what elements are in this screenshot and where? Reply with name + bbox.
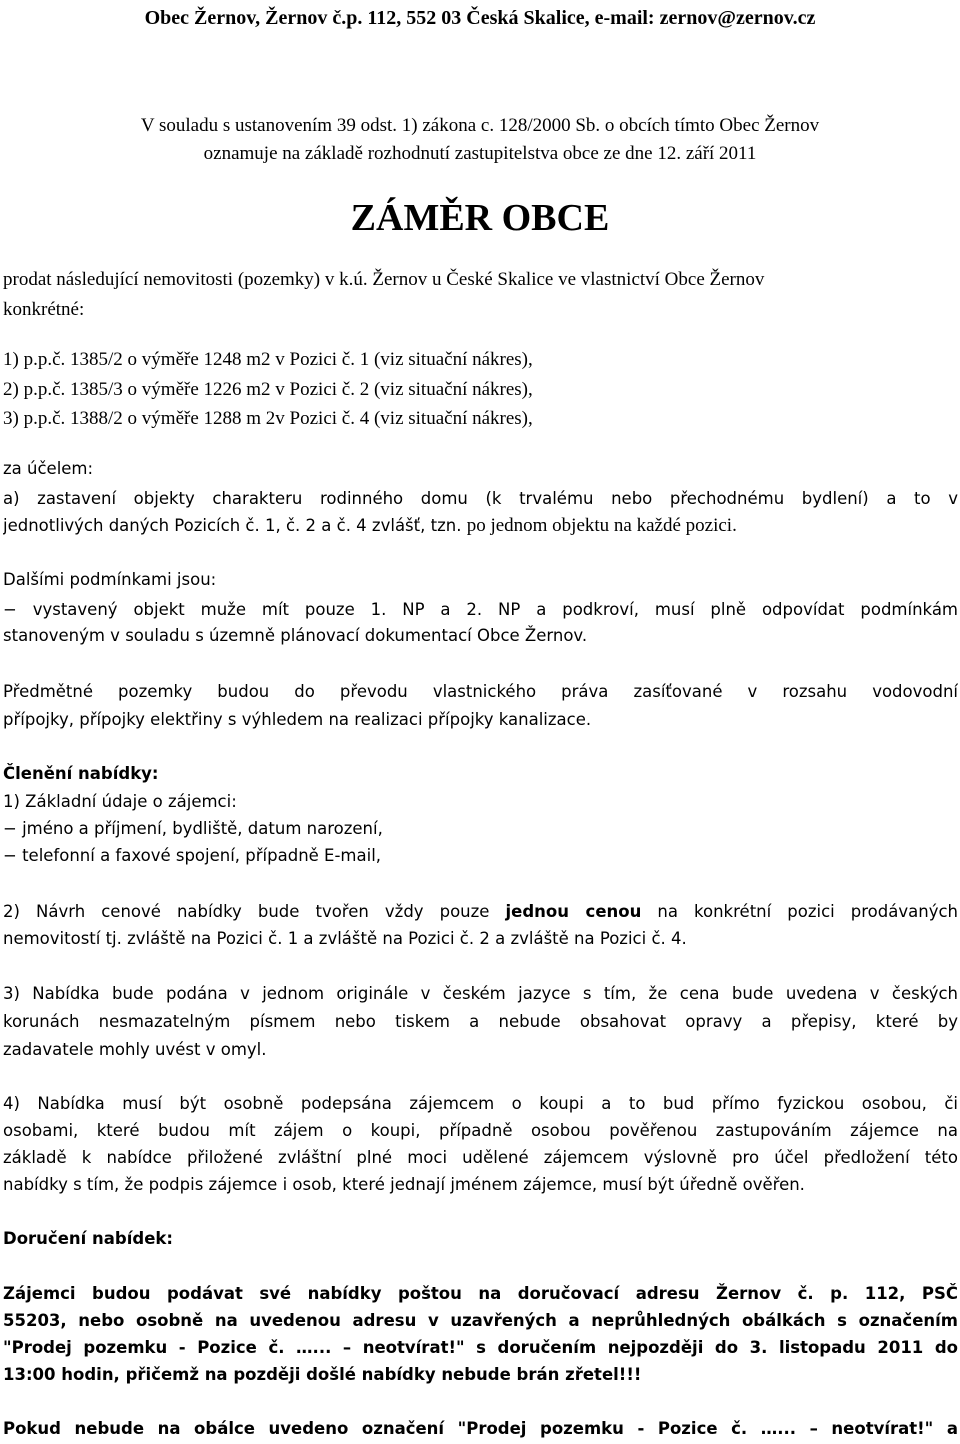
- municipality-header: Obec Žernov, Žernov č.p. 112, 552 03 Česká Skalice, e-mail: zernov@zernov.cz: [144, 7, 816, 29]
- offer-heading: Členění nabídky:: [3, 764, 159, 783]
- utilities-line-1: Předmětné pozemky budou do převodu vlastnického práva zasíťované v rozsahu vodovodní: [3, 682, 958, 701]
- offer-item-2-line-2: nemovitostí tj. zvláště na Pozici č. 1 a zvláště na Pozici č. 2 a zvláště na Pozici č. 4.: [3, 929, 687, 948]
- footer-line-1: Pokud nebude na obálce uvedeno označení "Prodej pozemku - Pozice č. …... – neotvírat!" a: [3, 1419, 958, 1438]
- document-title: ZÁMĚR OBCE: [350, 197, 610, 239]
- offer-item-3-line-2: korunách nesmazatelným písmem nebo tiskem a nebude obsahovat opravy a přepisy, které by: [3, 1012, 958, 1031]
- delivery-line-2: 55203, nebo osobně na uvedenou adresu v uzavřených a neprůhledných obálkách s označením: [3, 1311, 958, 1330]
- delivery-heading: Doručení nabídek:: [3, 1229, 173, 1248]
- conditions-line-2: stanoveným v souladu s územně plánovací dokumentací Obce Žernov.: [3, 626, 588, 645]
- offer-item-2-line-1b: na konkrétní pozici prodávaných: [641, 902, 958, 921]
- utilities-line-2: přípojky, přípojky elektřiny s výhledem na realizaci přípojky kanalizace.: [3, 710, 592, 729]
- delivery-line-4: 13:00 hodin, přičemž na později došlé nabídky nebude brán zřetel!!!: [3, 1365, 642, 1384]
- intro-line-2: oznamuje na základě rozhodnutí zastupitelstva obce ze dne 12. září 2011: [203, 143, 757, 164]
- intro-line-1: V souladu s ustanovením 39 odst. 1) zákona c. 128/2000 Sb. o obcích tímto Obec Žernov: [140, 115, 820, 136]
- offer-item-2-line-1a: 2) Návrh cenové nabídky bude tvořen vždy pouze: [3, 902, 506, 921]
- purpose-label: za účelem:: [3, 459, 94, 478]
- parcel-item-3: 3) p.p.č. 1388/2 o výměře 1288 m 2v Pozici č. 4 (viz situační nákres),: [3, 408, 533, 429]
- delivery-line-3: "Prodej pozemku - Pozice č. …... – neotvírat!" s doručením nejpozději do 3. listopadu 2011 do: [3, 1338, 958, 1357]
- conditions-label: Dalšími podmínkami jsou:: [3, 570, 217, 589]
- subject-line-2: konkrétné:: [3, 299, 85, 320]
- offer-item-3-line-1: 3) Nabídka bude podána v jednom originále v českém jazyce s tím, že cena bude uvedena v českých: [3, 984, 958, 1003]
- offer-item-1-line-1: − jméno a příjmení, bydliště, datum narození,: [3, 819, 383, 838]
- purpose-line-1: a) zastavení objekty charakteru rodinného domu (k trvalému nebo přechodnému bydlení) a to v: [3, 489, 958, 508]
- offer-item-4-line-4: nabídky s tím, že podpis zájemce i osob, které jednají jménem zájemce, musí být úředně ověřen.: [3, 1175, 805, 1194]
- purpose-line-2: [3, 514, 958, 538]
- parcel-item-2: 2) p.p.č. 1385/3 o výměře 1226 m2 v Pozici č. 2 (viz situační nákres),: [3, 379, 533, 400]
- delivery-line-1: Zájemci budou podávat své nabídky poštou na doručovací adresu Žernov č. p. 112, PSČ: [3, 1284, 958, 1303]
- purpose-line-2b: po jednom objektu na každé pozici.: [466, 515, 737, 536]
- purpose-line-2a: jednotlivých daných Pozicích č. 1, č. 2 a č. 4 zvlášť, tzn.: [3, 516, 467, 535]
- offer-item-1-label: 1) Základní údaje o zájemci:: [3, 792, 237, 811]
- offer-item-4-line-1: 4) Nabídka musí být osobně podepsána zájemcem o koupi a to bud přímo fyzickou osobou, či: [3, 1094, 958, 1113]
- offer-item-1-line-2: − telefonní a faxové spojení, případně E-mail,: [3, 846, 382, 865]
- subject-line-1: prodat následující nemovitosti (pozemky) v k.ú. Žernov u České Skalice ve vlastnictví Obce Žernov: [3, 269, 765, 290]
- offer-item-3-line-3: zadavatele mohly uvést v omyl.: [3, 1040, 267, 1059]
- conditions-line-1: − vystavený objekt muže mít pouze 1. NP a 2. NP a podkroví, musí plně odpovídat podmínkám: [3, 600, 958, 619]
- parcel-item-1: 1) p.p.č. 1385/2 o výměře 1248 m2 v Pozici č. 1 (viz situační nákres),: [3, 349, 533, 370]
- offer-item-4-line-3: základě k nabídce přiložené zvláštní plné moci udělené zájemcem výslovně pro účel předložení této: [3, 1148, 958, 1167]
- offer-item-2-line-1: [3, 900, 958, 924]
- offer-item-2-emphasis: jednou cenou: [505, 902, 642, 921]
- offer-item-4-line-2: osobami, které budou mít zájem o koupi, případně osobou pověřenou zastupováním zájemce na: [3, 1121, 958, 1140]
